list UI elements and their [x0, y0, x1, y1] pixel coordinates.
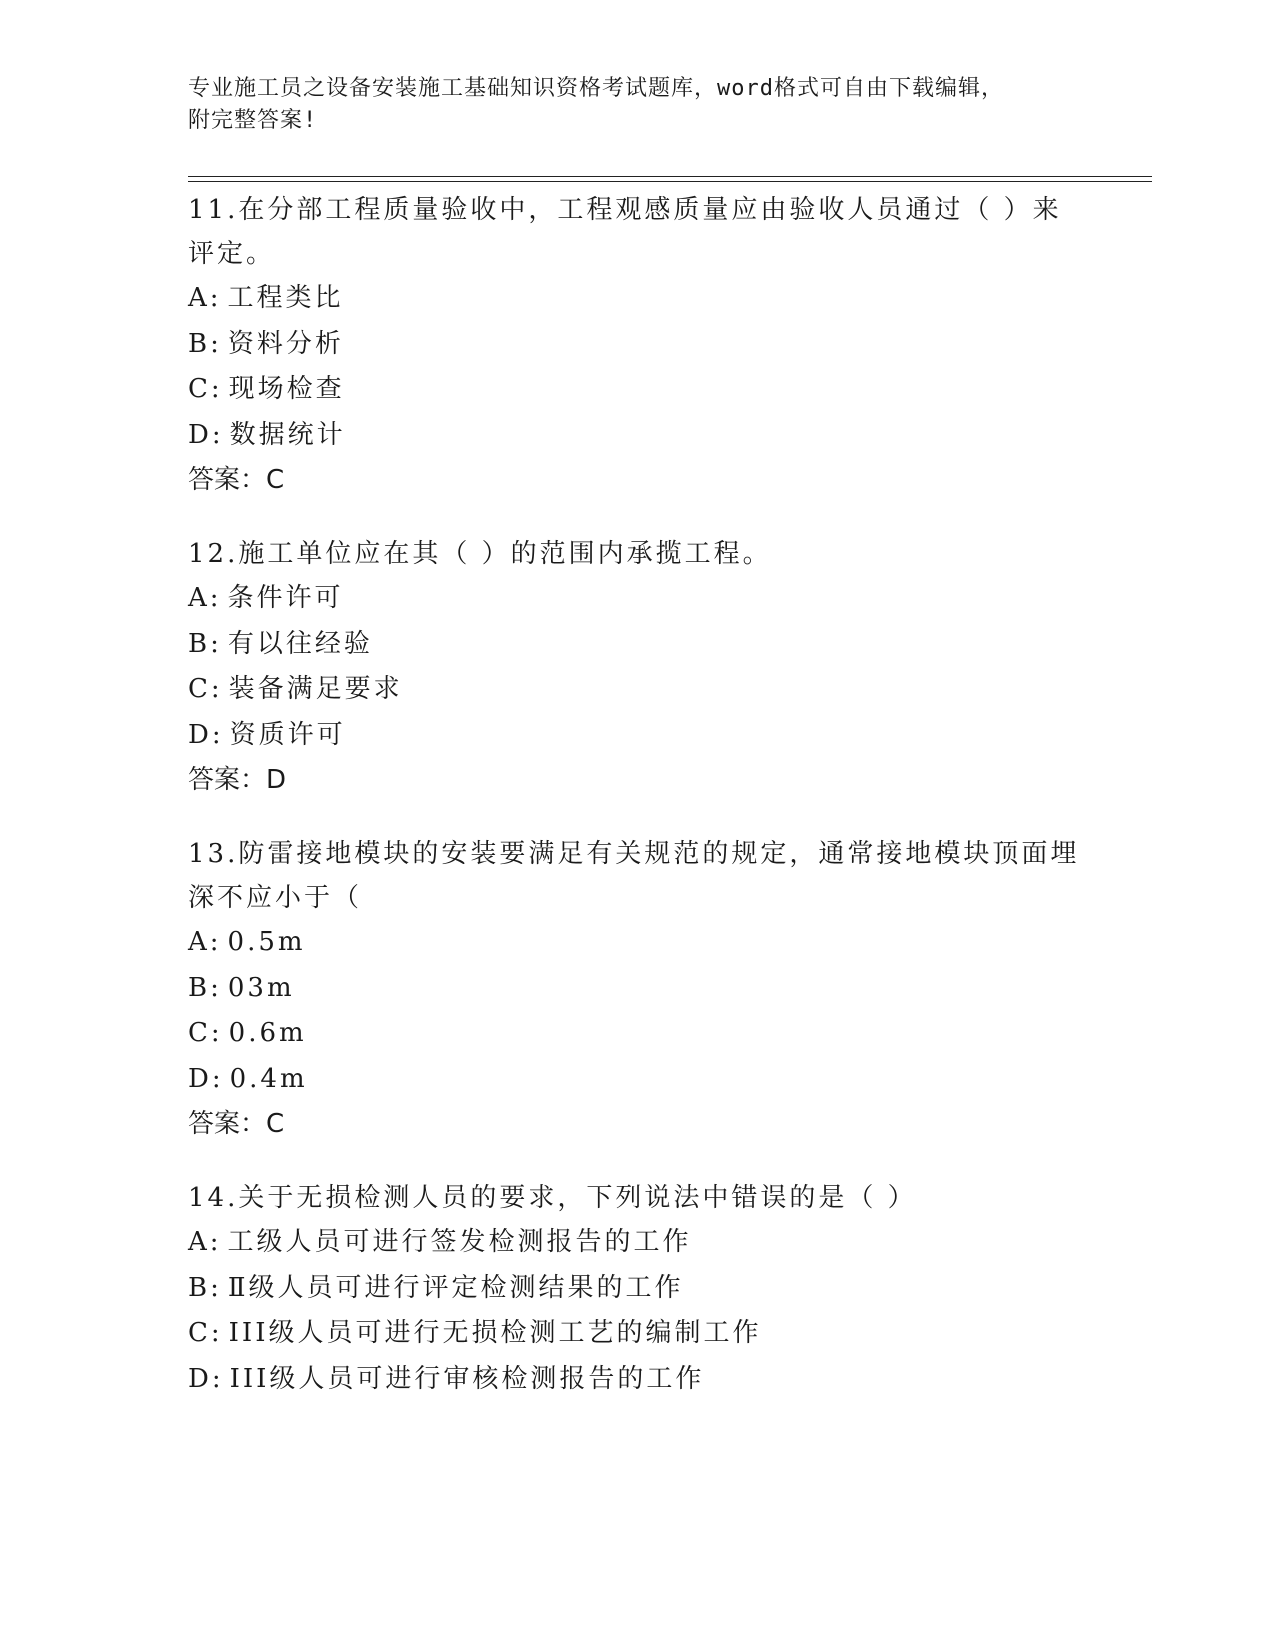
option-a	[188, 276, 1088, 322]
option-text: Ⅱ级人员可进行评定检测结果的工作	[227, 1272, 684, 1303]
question-13	[188, 832, 1088, 1146]
answer-line: 答案：C	[188, 465, 285, 495]
option-b	[188, 322, 1088, 368]
option-key: B:	[188, 972, 222, 1003]
question-stem-continued: 评定。	[188, 239, 276, 269]
option-key: B:	[188, 628, 222, 659]
answer-line: 答案：C	[188, 1109, 285, 1139]
option-text: 现场检查	[228, 374, 345, 404]
option-d	[188, 713, 1088, 759]
option-key: A:	[188, 1227, 222, 1257]
document-header	[188, 73, 1068, 137]
header-line-1: 专业施工员之设备安装施工基础知识资格考试题库，word格式可自由下载编辑，	[188, 76, 1004, 101]
question-12	[188, 532, 1088, 802]
question-stem: 11.在分部工程质量验收中，工程观感质量应由验收人员通过（ ）来	[188, 195, 1062, 225]
option-b	[188, 1266, 1088, 1312]
option-c	[188, 1311, 1088, 1357]
option-text: 有以往经验	[227, 628, 373, 659]
option-c	[188, 1011, 1088, 1057]
question-list	[188, 188, 1088, 1432]
option-key: D:	[188, 1363, 224, 1394]
option-d	[188, 1357, 1088, 1403]
header-divider-top	[188, 176, 1152, 177]
option-b	[188, 622, 1088, 668]
option-key: B:	[188, 328, 222, 359]
option-key: C:	[188, 674, 223, 704]
option-c	[188, 367, 1088, 413]
option-a	[188, 1220, 1088, 1266]
question-stem: 14.关于无损检测人员的要求，下列说法中错误的是（ ）	[188, 1183, 917, 1213]
option-text: 数据统计	[229, 419, 346, 450]
option-a	[188, 576, 1088, 622]
option-c	[188, 667, 1088, 713]
option-key: C:	[188, 1018, 223, 1048]
option-key: A:	[188, 283, 222, 313]
option-text: 03m	[227, 972, 295, 1003]
option-d	[188, 1057, 1088, 1103]
option-d	[188, 413, 1088, 459]
option-key: C:	[188, 1318, 223, 1348]
option-key: B:	[188, 1272, 222, 1303]
option-text: 资质许可	[229, 719, 346, 750]
option-a	[188, 920, 1088, 966]
option-text: 0.4m	[229, 1063, 308, 1094]
option-key: A:	[188, 583, 222, 613]
question-stem: 13.防雷接地模块的安装要满足有关规范的规定，通常接地模块顶面埋	[188, 839, 1080, 869]
option-text: 0.6m	[228, 1018, 307, 1048]
option-key: D:	[188, 719, 224, 750]
option-key: D:	[188, 419, 224, 450]
option-key: A:	[188, 927, 222, 957]
header-divider-bottom	[188, 181, 1152, 182]
question-11	[188, 188, 1088, 502]
option-text: 条件许可	[227, 583, 344, 613]
question-14	[188, 1176, 1088, 1402]
header-line-2: 附完整答案!	[188, 108, 318, 133]
option-key: C:	[188, 374, 223, 404]
option-text: 装备满足要求	[228, 674, 403, 704]
option-key: D:	[188, 1063, 224, 1094]
option-text: 工程类比	[227, 283, 344, 313]
option-text: III级人员可进行审核检测报告的工作	[229, 1363, 705, 1394]
question-stem-continued: 深不应小于（	[188, 883, 363, 913]
option-text: 工级人员可进行签发检测报告的工作	[227, 1227, 692, 1257]
option-b	[188, 966, 1088, 1012]
answer-line: 答案：D	[188, 765, 287, 795]
option-text: 资料分析	[227, 328, 344, 359]
question-stem: 12.施工单位应在其（ ）的范围内承揽工程。	[188, 539, 772, 569]
option-text: III级人员可进行无损检测工艺的编制工作	[228, 1318, 762, 1348]
option-text: 0.5m	[227, 927, 306, 957]
